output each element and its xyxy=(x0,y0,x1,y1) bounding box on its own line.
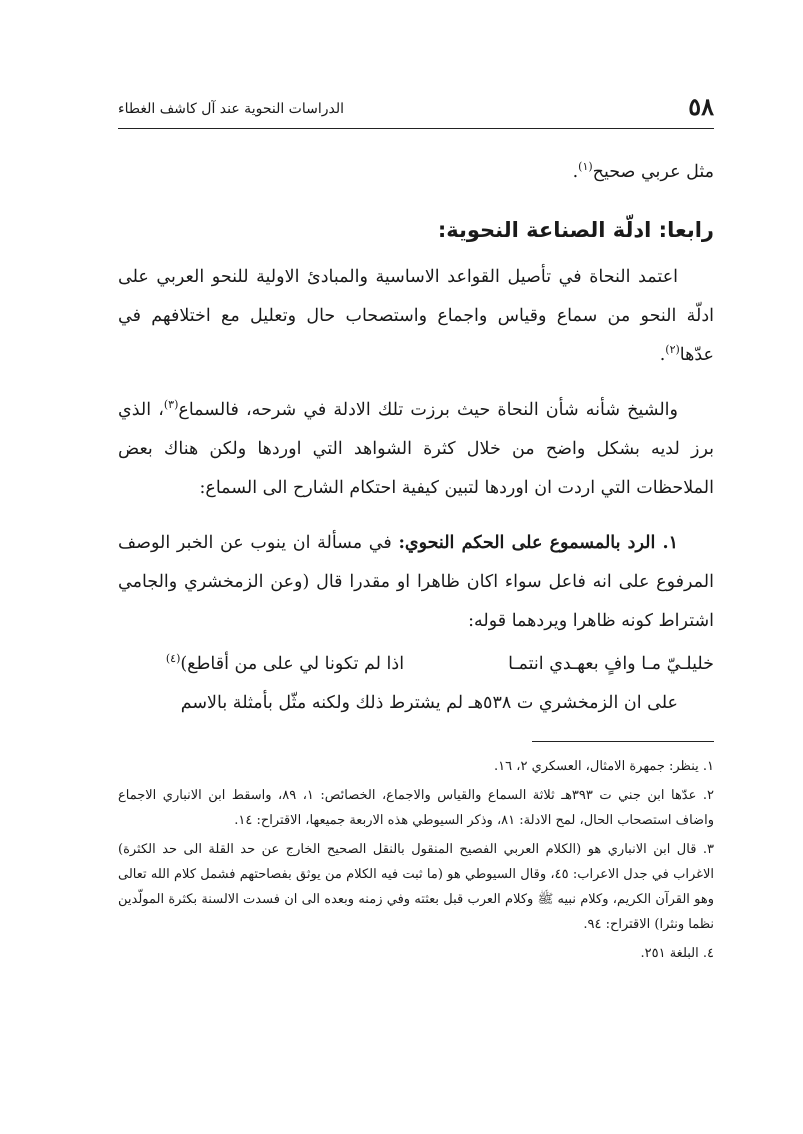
verse-second-hemistich: اذا لم تكونا لي على من أقاطع)$^{(٤)}$ xyxy=(165,652,405,674)
footnote-ref-4[interactable]: (٤) xyxy=(165,652,181,666)
footnote-ref-3[interactable]: (٣) xyxy=(163,398,179,412)
section-heading: رابعا: ادلّة الصناعة النحوية: xyxy=(437,218,714,242)
book-page xyxy=(118,86,714,1086)
footnote-2: ٢. عدّها ابن جني ت ٣٩٣هـ ثلاثة السماع والقياس والاجماع، الخصائص: ١، ٨٩، واسقط ابن الانباري الاجماع واضاف استصحاب الحال، لمح الادلة: ٨١، وذكر السيوطي هذه الاربعة جميعها، الاقتراح: ١٤. xyxy=(118,788,714,828)
poetry-verse xyxy=(118,645,714,684)
header-rule xyxy=(118,128,714,129)
footnote-4: ٤. البلغة ٢٥١. xyxy=(640,946,714,961)
footnote-3: ٣. قال ابن الانباري هو (الكلام العربي الفصيح المنقول بالنقل الصحيح الخارج عن حد القلة الى حد الكثرة) الاغراب في جدل الاعراب: ٤٥، وقال السيوطي هو (ما ثبت فيه الكلام من يوثق بفصاحتهم فشمل كلام الله تعالى وهو القرآن الكريم، وكلام نبيه ﷺ وكلام العرب قبل بعثته وفي زمنه وبعده الى ان فسدت الالسنة بكثرة المولّدين نظما ونثرا) الاقتراح: ٩٤. xyxy=(118,842,715,932)
footnote-rule xyxy=(532,741,714,742)
footnote-ref-1[interactable]: (١) xyxy=(578,160,593,174)
numbered-point-heading: ١. الرد بالمسموع على الحكم النحوي: xyxy=(398,533,679,553)
paragraph-4: على ان الزمخشري ت ٥٣٨هـ لم يشترط ذلك ولكنه مثّل بأمثلة بالاسم xyxy=(180,693,678,713)
verse-first-hemistich: خليلـيّ مـا وافٍ بعهـدي انتمـا xyxy=(508,654,714,674)
paragraph-3: ١. الرد بالمسموع على الحكم النحوي: في مسألة ان ينوب عن الخبر الوصف المرفوع على انه فاعل سواء اكان ظاهرا او مقدرا قال (وعن الزمخشري والجامي اشتراط كونه ظاهرا ويردهما قوله: xyxy=(118,533,714,631)
footnote-1: ١. ينظر: جمهرة الامثال، العسكري ٢، ١٦. xyxy=(494,759,714,774)
footnote-ref-2[interactable]: (٢) xyxy=(665,343,680,357)
book-title: الدراسات النحوية عند آل كاشف الغطاء xyxy=(118,101,345,118)
continuation-line: مثل عربي صحيح$^{(١)}$. xyxy=(572,160,714,182)
paragraph-1: اعتمد النحاة في تأصيل القواعد الاساسية والمبادئ الاولية للنحو العربي على ادلّة النحو من سماع وقياس واجماع واستصحاب حال وتعليل مع اختلافهم في عدّها$^{(٢)}$. xyxy=(118,267,714,365)
page-number: ٥٨ xyxy=(688,92,714,122)
paragraph-2: والشيخ شأنه شأن النحاة حيث برزت تلك الادلة في شرحه، فالسماع$^{(٣)}$، الذي برز لديه بشكل واضح من خلال كثرة الشواهد التي اوردها ولكن هناك بعض الملاحظات التي اردت ان اوردها لتبين كيفية احتكام الشارح الى السماع: xyxy=(118,398,714,498)
footnotes-section xyxy=(118,754,714,966)
running-header xyxy=(118,86,714,122)
